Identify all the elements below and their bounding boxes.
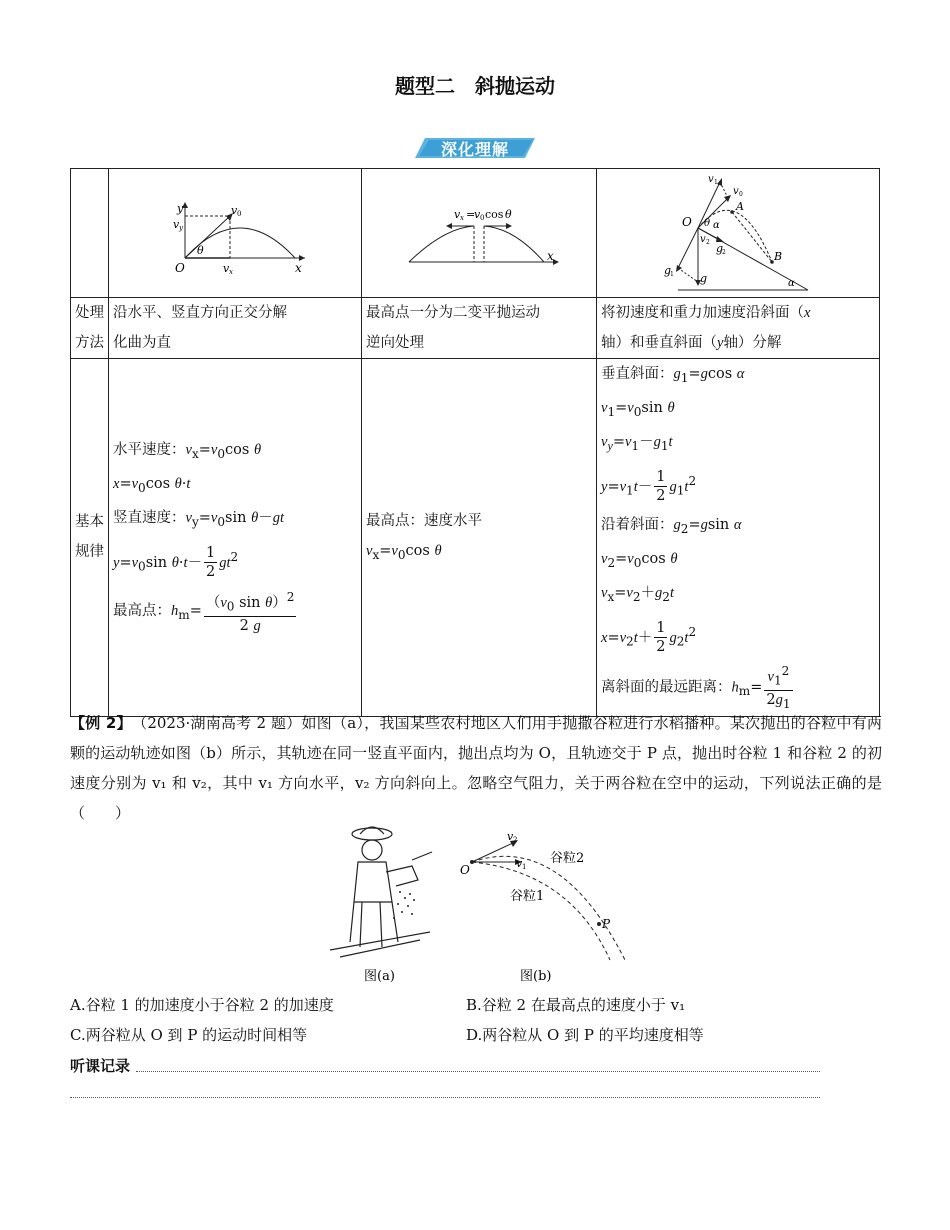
fig3-g2-sub: 2 [722, 249, 726, 256]
method-row [71, 298, 880, 359]
fig2-diagram [394, 178, 564, 288]
grain2-path [472, 856, 625, 960]
method-3-y: y [717, 335, 724, 351]
example-figures [320, 822, 640, 992]
method-3-part-b: 轴）和垂直斜面（ [601, 335, 717, 351]
method-2-line1: 最高点一分为二变平抛运动 [366, 305, 540, 321]
fig3-g1-label: g [664, 264, 672, 277]
method-1-line1: 沿水平、竖直方向正交分解 [113, 305, 287, 321]
fig1-vx-sub: x [229, 268, 233, 276]
fig2-theta: θ [505, 208, 512, 221]
example-problem [70, 708, 882, 828]
option-d[interactable]: D.两谷粒从 O 到 P 的平均速度相等 [466, 1026, 704, 1044]
example-tag: 【例 2】 [70, 714, 125, 732]
fig3-v0-label: v [733, 186, 739, 197]
fig3-v2-label: v [700, 234, 706, 245]
law3-x: $x=v_2t+$ $\frac{1}{2}$ $g_2t^2$ [601, 620, 697, 656]
law-header-1: 基本 [75, 514, 104, 531]
law-cell-3 [597, 359, 880, 717]
fig-a-caption: 图(a) [364, 969, 395, 984]
law3-max-distance: 离斜面的最远距离：$h_m=$ $\frac{v_1^2}{2g_1}$ [601, 663, 791, 711]
law-row [71, 359, 880, 717]
example-text: 如图（a），我国某些农村地区人们用手抛撒谷粒进行水稻播种。某次抛出的谷粒中有两颗的运动轨迹如图（b）所示，其轨迹在同一竖直平面内，抛出点均为 O，且轨迹交于 P 点，抛出时谷粒 1 和谷粒 2 的初速度分别为 v₁ 和 v₂，其中 v₁ 方向水平，v₂ 方向斜向上。忽略空气阻力，关于两谷粒在空中的运动，下列说法正确的是（ ） [70, 714, 882, 822]
fig3-v2-sub: 2 [706, 239, 710, 246]
grain1-path [472, 862, 610, 960]
law1-horizontal-velocity: 水平速度：$v_x=v_0\cos$ θ [113, 441, 262, 461]
law1-label1: 水平速度： [113, 441, 186, 458]
fig3-g2-label: g [716, 242, 724, 255]
fig-b-v1-sub: 1 [522, 863, 527, 871]
fig1-v0-sub: 0 [237, 210, 242, 218]
notes-section [70, 1055, 830, 1076]
fig3-v0-sub: 0 [739, 191, 743, 198]
badge-label: 深化理解 [440, 140, 509, 159]
fig3-alpha2-label: α [788, 278, 795, 289]
method-cell-3 [597, 298, 880, 359]
law3-v2: $v_2=v_0\cos$ θ [601, 551, 678, 571]
fig2-cell [362, 169, 597, 298]
fig3-g1-sub: 1 [670, 271, 674, 278]
law-cell-1 [109, 359, 362, 717]
fig3-O-label: O [682, 215, 692, 229]
notes-line-1[interactable] [136, 1071, 820, 1072]
fig3-B-label: B [774, 250, 783, 263]
farmer-sketch [330, 827, 432, 957]
law3-along: 沿着斜面：$g_2=gsin$ α [601, 517, 742, 537]
fig3-g-label: g [700, 272, 708, 285]
figure-row [71, 169, 880, 298]
fig3-theta-label: θ [704, 218, 711, 229]
fig-b-caption: 图(b) [520, 969, 552, 984]
fig2-top-label: v [454, 208, 461, 221]
fig1-origin-label: O [175, 261, 185, 275]
method-header-1: 处理 [75, 305, 104, 321]
section-badge [415, 136, 535, 160]
notes-label: 听课记录 [70, 1057, 131, 1075]
law3-label3: 离斜面的最远距离： [601, 679, 732, 696]
law1-x: $x=v_0\cos$ θ·t [113, 475, 191, 495]
fig1-theta-label: θ [197, 244, 204, 257]
fig2-v0-sub: 0 [480, 214, 485, 222]
fig3-v1-sub: 1 [714, 179, 718, 186]
law3-v1: $v_1=v_0\sin$ θ [601, 399, 675, 419]
method-3-part-c: 轴）分解 [723, 335, 782, 351]
fig3-A-label: A [736, 200, 744, 213]
fig2-vx-sub: x [460, 214, 464, 222]
fig-b-v1-label: v [516, 857, 523, 870]
fig-b-O-label: O [460, 863, 470, 877]
fig3-cell [597, 169, 880, 298]
law-header-2: 规律 [75, 544, 104, 561]
law2-line1: 最高点：速度水平 [366, 512, 482, 529]
option-c[interactable]: C.两谷粒从 O 到 P 的运动时间相等 [70, 1026, 308, 1044]
law1-vertical-velocity: 竖直速度：$v_y=v_0\sin$ θ－gt [113, 509, 284, 529]
fig-b-v2-sub: 2 [513, 836, 518, 844]
law2-vx: $v_x=v_0\cos$ θ [366, 542, 442, 562]
fig3-v1-label: v [708, 174, 714, 185]
law1-label2: 竖直速度： [113, 509, 186, 526]
law-cell-2 [362, 359, 597, 717]
law1-label3: 最高点： [113, 603, 171, 620]
option-b[interactable]: B.谷粒 2 在最高点的速度小于 v₁ [466, 996, 686, 1014]
fig2-eq: = [466, 208, 476, 221]
fig1-v0-label: v [231, 204, 238, 217]
fig-b-P-label: P [602, 917, 611, 931]
fig1-x-label: x [295, 261, 302, 275]
fig-b-grain1-label: 谷粒1 [510, 889, 545, 904]
fig2-cos: cos [485, 208, 504, 221]
fig1-vy-label: v [173, 218, 180, 231]
fig1-y-label: y [177, 202, 184, 215]
method-2-line2: 逆向处理 [366, 335, 424, 351]
empty-header-cell [71, 169, 109, 298]
method-cell-1 [109, 298, 362, 359]
method-header [71, 298, 109, 359]
fig3-alpha-label: α [713, 220, 720, 231]
fig-b-grain2-label: 谷粒2 [550, 851, 585, 866]
example-source: （2023·湖南高考 2 题） [139, 714, 302, 732]
method-1-line2: 化曲为直 [113, 335, 171, 351]
fig2-x-label: x [547, 249, 554, 263]
method-3-x: x [804, 305, 811, 321]
law3-vx: $v_x=v_2+g_2t$ [601, 585, 674, 605]
fig1-vy-sub: y [179, 224, 183, 232]
fig1-diagram [155, 178, 315, 288]
v2-arrow [472, 842, 515, 862]
projectile-table [70, 168, 880, 717]
law3-vy: $v_y=v_1-g_1t$ [601, 433, 673, 453]
notes-line-2[interactable] [70, 1097, 820, 1098]
point-P [597, 922, 601, 926]
law3-label1: 垂直斜面： [601, 366, 674, 382]
law1-y: $y=v_0\sin$ θ·t－ $\frac{1}{2}$ $gt^2$ [113, 544, 239, 580]
fig1-cell [109, 169, 362, 298]
law3-perp: 垂直斜面：$g_1=gcos$ α [601, 366, 745, 385]
fig-b-v2-label: v [507, 830, 514, 843]
law-header [71, 359, 109, 717]
method-header-2: 方法 [75, 335, 104, 351]
fig2-v0: v [474, 208, 481, 221]
seed-dots [393, 891, 415, 919]
example-figure-svg [320, 822, 640, 992]
law3-label2: 沿着斜面： [601, 517, 674, 534]
fig3-diagram [658, 170, 818, 296]
page-title: 题型二 斜抛运动 [395, 74, 555, 98]
option-a[interactable]: A.谷粒 1 的加速度小于谷粒 2 的加速度 [70, 996, 334, 1014]
method-cell-2 [362, 298, 597, 359]
law3-y: $y=v_1t-$ $\frac{1}{2}$ $g_1t^2$ [601, 469, 697, 504]
fig1-vx-label: v [223, 262, 230, 275]
method-3-part-a: 将初速度和重力加速度沿斜面（ [601, 305, 804, 321]
law1-max-height: 最高点：$h_m=$ $\frac{(v_0 \sin \theta)^2}{2 g}$ [113, 589, 295, 634]
